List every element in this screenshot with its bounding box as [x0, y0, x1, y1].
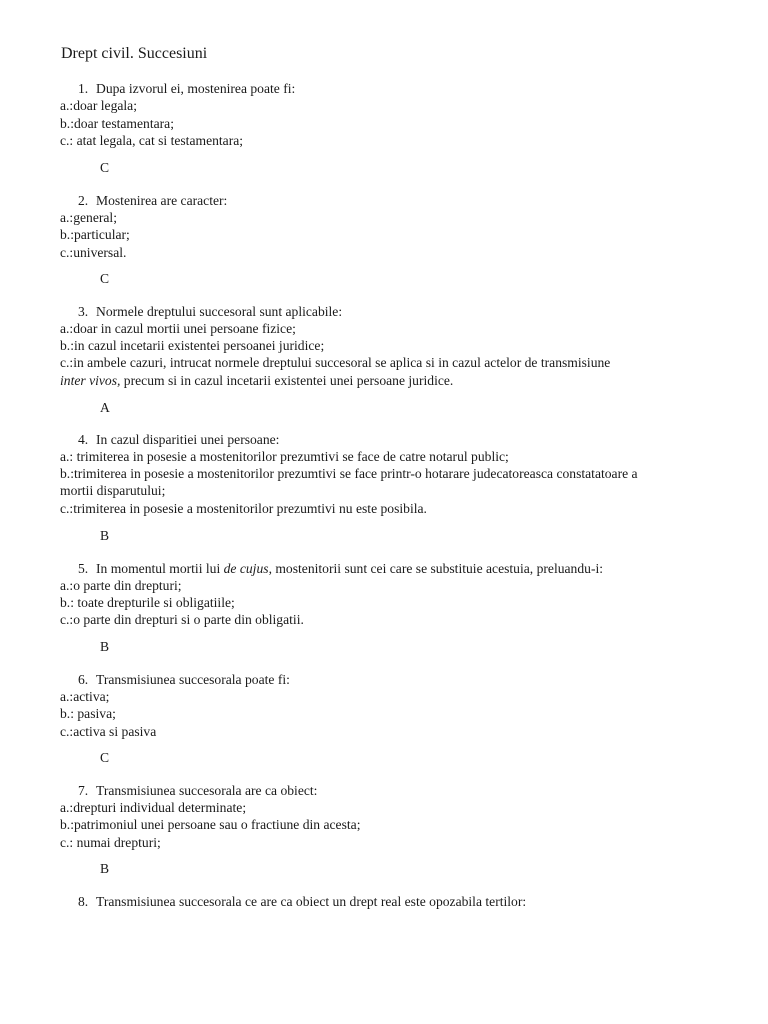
- continuation-text: precum si in cazul incetarii existentei unei persoane juridice.: [120, 373, 454, 388]
- question-text: Transmisiunea succesorala poate fi:: [96, 672, 290, 687]
- question-2: [78, 192, 227, 209]
- question-number: 8.: [78, 894, 89, 909]
- answer-5: B: [100, 639, 110, 654]
- option-c: c.:activa si pasiva: [60, 724, 157, 739]
- question-4: [78, 431, 279, 448]
- question-6: [78, 671, 290, 688]
- option-b: b.:in cazul incetarii existentei persoanei juridice;: [60, 338, 325, 353]
- answer-2: C: [100, 271, 110, 286]
- option-b: b.: pasiva;: [60, 706, 116, 721]
- question-number: 4.: [78, 432, 89, 447]
- question-text-after: , mostenitorii sunt cei care se substituie acestuia, preluandu-i:: [268, 561, 604, 576]
- answer-1: C: [100, 160, 110, 175]
- question-number: 1.: [78, 81, 89, 96]
- option-b: b.:patrimoniul unei persoane sau o fractiune din acesta;: [60, 817, 361, 832]
- option-a: a.:doar legala;: [60, 98, 137, 113]
- question-text: Transmisiunea succesorala ce are ca obiect un drept real este opozabila tertilor:: [96, 894, 527, 909]
- option-b: b.:particular;: [60, 227, 130, 242]
- question-3: [78, 303, 342, 320]
- option-b: b.:doar testamentara;: [60, 116, 174, 131]
- option-b: b.:trimiterea in posesie a mostenitorilor prezumtivi se face printr-o hotarare judecatoreasca constatatoare a: [60, 466, 638, 481]
- question-number: 2.: [78, 193, 89, 208]
- question-number: 3.: [78, 304, 89, 319]
- document-title: Drept civil. Succesiuni: [61, 45, 208, 62]
- option-a: a.:doar in cazul mortii unei persoane fizice;: [60, 321, 296, 336]
- question-text: In cazul disparitiei unei persoane:: [96, 432, 280, 447]
- answer-3: A: [100, 400, 110, 415]
- option-a: a.:drepturi individual determinate;: [60, 800, 247, 815]
- option-c-continuation: [60, 372, 453, 389]
- question-number: 6.: [78, 672, 89, 687]
- question-text: Transmisiunea succesorala are ca obiect:: [96, 783, 318, 798]
- question-8: [78, 893, 526, 910]
- option-a: a.:general;: [60, 210, 117, 225]
- option-c: c.:universal.: [60, 245, 127, 260]
- question-5: [78, 560, 603, 577]
- question-text: Dupa izvorul ei, mostenirea poate fi:: [96, 81, 296, 96]
- option-c: c.: atat legala, cat si testamentara;: [60, 133, 244, 148]
- option-a: a.:activa;: [60, 689, 110, 704]
- answer-4: B: [100, 528, 110, 543]
- italic-term: inter vivos,: [60, 373, 121, 388]
- option-a: a.:o parte din drepturi;: [60, 578, 182, 593]
- answer-7: B: [100, 861, 110, 876]
- option-c: c.: numai drepturi;: [60, 835, 161, 850]
- question-1: [78, 80, 295, 97]
- option-c: c.:trimiterea in posesie a mostenitorilor prezumtivi nu este posibila.: [60, 501, 427, 516]
- option-a: a.: trimiterea in posesie a mostenitorilor prezumtivi se face de catre notarul public;: [60, 449, 509, 464]
- option-b: b.: toate drepturile si obligatiile;: [60, 595, 235, 610]
- question-text: Normele dreptului succesoral sunt aplicabile:: [96, 304, 343, 319]
- option-c: c.:o parte din drepturi si o parte din obligatii.: [60, 612, 304, 627]
- question-text-before: In momentul mortii lui: [96, 561, 224, 576]
- answer-6: C: [100, 750, 110, 765]
- question-number: 5.: [78, 561, 89, 576]
- question-text: Mostenirea are caracter:: [96, 193, 228, 208]
- option-c: c.:in ambele cazuri, intrucat normele dreptului succesoral se aplica si in cazul actelor de transmisiune: [60, 355, 611, 370]
- option-b-continuation: mortii disparutului;: [60, 483, 166, 498]
- question-number: 7.: [78, 783, 89, 798]
- question-7: [78, 782, 317, 799]
- italic-term: de cujus: [223, 561, 269, 576]
